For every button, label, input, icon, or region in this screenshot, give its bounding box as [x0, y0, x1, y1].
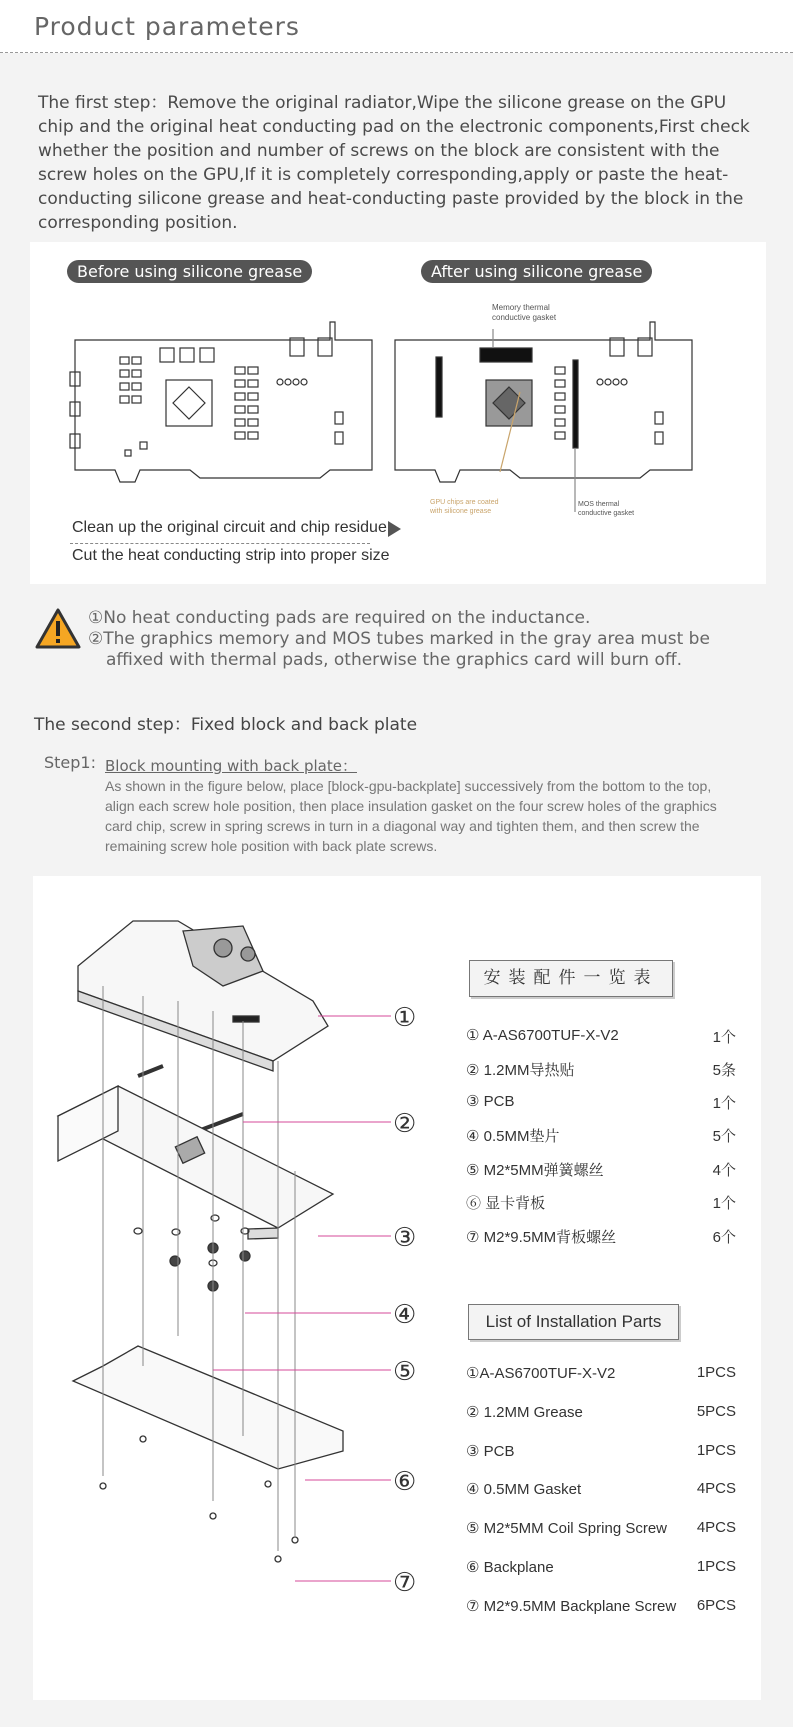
step1-key: Step1: [44, 753, 96, 772]
step1-description: As shown in the figure below, place [block-gpu-backplate] successively from the bottom to the top, align each screw hole position, then place insulation gasket on the four screw holes of the graphics card chip, screw in spring screws in turn in a diagonal way and tighten them, and then screw the remaining screw hole position with back plate screws. [105, 778, 717, 854]
en-row-3: ③ PCB 1PCS [466, 1442, 736, 1460]
clean-up-text: Clean up the original circuit and chip residue [72, 519, 387, 536]
warning-line-3: affixed with thermal pads, otherwise the graphics card will burn off. [106, 650, 682, 670]
cn-row-5: ⑤ M2*5MM弹簧螺丝 4个 [466, 1162, 736, 1179]
callout-memory-2: conductive gasket [492, 313, 557, 322]
play-arrow-icon [388, 521, 401, 537]
cn-row-6: ⑥ 显卡背板 1个 [466, 1195, 736, 1212]
en-row-5: ⑤ M2*5MM Coil Spring Screw 4PCS [466, 1519, 736, 1537]
en-row-2: ② 1.2MM Grease 5PCS [466, 1403, 736, 1421]
backplate [73, 1346, 343, 1469]
first-step-text: The first step：Remove the original radiator,Wipe the silicone grease on the GPU chip and the original heat conducting pad on the electronic components,First check whether the position and number of screws on the block are consistent with the screw holes on the GPU,If it is completely corresponding,apply or paste the heat-conducting silicone grease and heat-conducting paste provided by the block in the corresponding position. [38, 93, 750, 233]
comparison-panel [30, 242, 766, 584]
cn-row-3: ③ PCB 1个 [466, 1093, 736, 1112]
warning-line-1: ①No heat conducting pads are required on the inductance. [88, 608, 591, 628]
callout-memory-1: Memory thermal [492, 303, 550, 312]
installation-panel [33, 876, 761, 1701]
en-row-4: ④ 0.5MM Gasket 4PCS [466, 1480, 736, 1498]
pcb-after-drawing [395, 322, 692, 512]
diagram-label-1: ① [393, 1003, 417, 1033]
pcb-before-drawing [70, 322, 372, 482]
page-header [0, 0, 793, 53]
diagram-label-3: ③ [393, 1223, 417, 1253]
diagram-label-4: ④ [393, 1300, 417, 1330]
en-row-1: ①A-AS6700TUF-X-V2 1PCS [466, 1364, 736, 1382]
cn-row-2: ② 1.2MM导热贴 5条 [466, 1062, 736, 1079]
warning-line-2: ②The graphics memory and MOS tubes marked in the gray area must be [88, 629, 710, 649]
parts-list-cn-title: 安装配件一览表 [469, 960, 673, 997]
en-row-6: ⑥ Backplane 1PCS [466, 1558, 736, 1576]
dashed-divider [70, 543, 370, 544]
step1-title: Block mounting with back plate： [105, 757, 357, 775]
cut-strip-text: Cut the heat conducting strip into proper size [72, 547, 390, 564]
cn-row-4: ④ 0.5MM垫片 5个 [466, 1128, 736, 1145]
diagram-label-7: ⑦ [393, 1568, 417, 1598]
after-label: After using silicone grease [421, 260, 652, 283]
parts-list-en-title: List of Installation Parts [468, 1304, 679, 1340]
second-step-heading: The second step：Fixed block and back plate [34, 715, 418, 735]
callout-gpu-2: with silicone grease [430, 508, 492, 515]
page-bottom [0, 1700, 793, 1727]
warning-icon [34, 607, 82, 651]
callout-gpu-1: GPU chips are coated [430, 499, 499, 506]
warning-text [88, 608, 710, 671]
cn-row-7: ⑦ M2*9.5MM背板螺丝 6个 [466, 1229, 736, 1246]
en-row-7: ⑦ M2*9.5MM Backplane Screw 6PCS [466, 1597, 736, 1615]
before-label: Before using silicone grease [67, 260, 312, 283]
diagram-label-2: ② [393, 1109, 417, 1139]
diagram-label-5: ⑤ [393, 1357, 417, 1387]
cn-row-1: ① A-AS6700TUF-X-V2 1个 [466, 1027, 736, 1046]
callout-mos-2: conductive gasket [578, 510, 635, 517]
exploded-diagram [33, 876, 463, 1701]
callout-mos-1: MOS thermal [578, 501, 620, 508]
diagram-label-6: ⑥ [393, 1467, 417, 1497]
page-title: Product parameters [34, 12, 300, 41]
